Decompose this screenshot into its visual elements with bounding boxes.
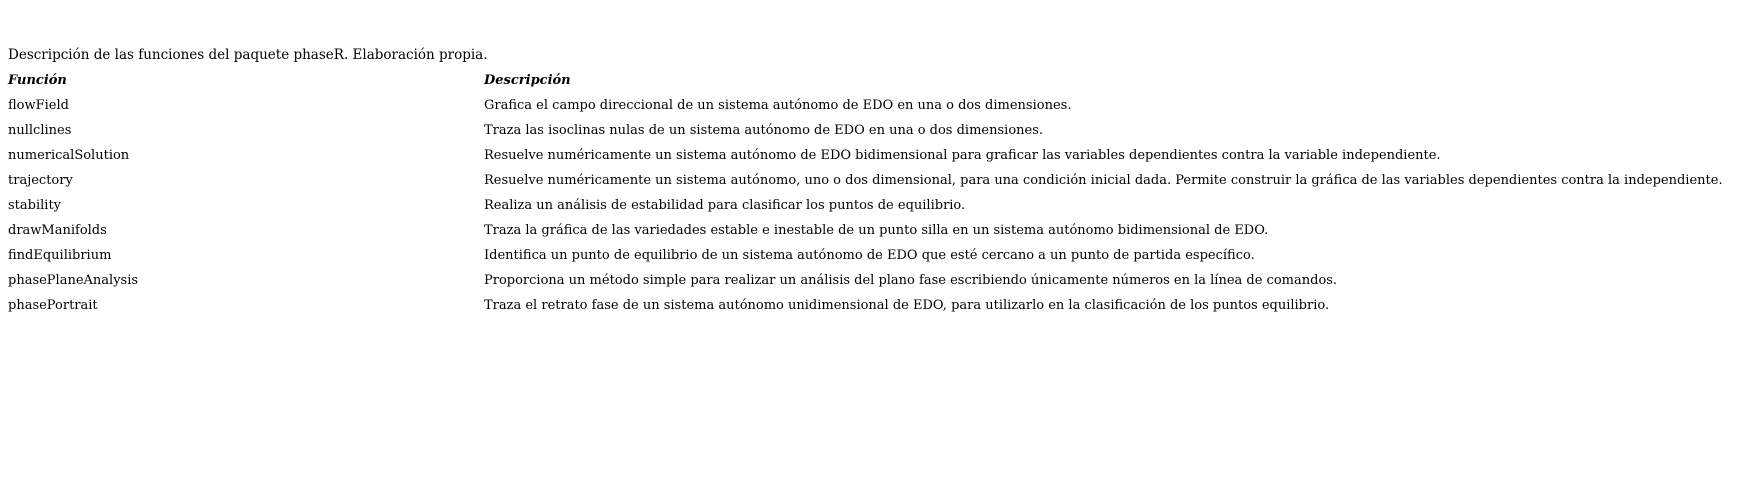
function-name: drawManifolds bbox=[8, 223, 107, 238]
function-description: Traza las isoclinas nulas de un sistema autónomo de EDO en una o dos dimensiones. bbox=[484, 123, 1044, 138]
function-description: Resuelve numéricamente un sistema autónomo, uno o dos dimensional, para una condición inicial dada. Permite construir la gráfica de las variables dependientes contra la independiente. bbox=[484, 173, 1723, 188]
table-header-row bbox=[8, 72, 1744, 97]
table-row bbox=[8, 247, 1744, 272]
function-description: Realiza un análisis de estabilidad para clasificar los puntos de equilibrio. bbox=[484, 198, 966, 213]
function-description: Grafica el campo direccional de un sistema autónomo de EDO en una o dos dimensiones. bbox=[484, 98, 1072, 113]
table-row bbox=[8, 222, 1744, 247]
function-name: stability bbox=[8, 198, 62, 213]
header-function: Función bbox=[8, 73, 67, 88]
function-description: Resuelve numéricamente un sistema autónomo de EDO bidimensional para graficar las variables dependientes contra la variable independiente. bbox=[484, 148, 1441, 163]
function-name: phasePlaneAnalysis bbox=[8, 273, 139, 288]
function-name: phasePortrait bbox=[8, 298, 98, 313]
table-row bbox=[8, 172, 1744, 197]
function-name: trajectory bbox=[8, 173, 73, 188]
function-description: Proporciona un método simple para realizar un análisis del plano fase escribiendo únicamente números en la línea de comandos. bbox=[484, 273, 1338, 288]
table-row bbox=[8, 197, 1744, 222]
function-description: Traza la gráfica de las variedades estable e inestable de un punto silla en un sistema autónomo bidimensional de EDO. bbox=[484, 223, 1269, 238]
table-row bbox=[8, 97, 1744, 122]
header-description: Descripción bbox=[484, 73, 571, 88]
function-description: Traza el retrato fase de un sistema autónomo unidimensional de EDO, para utilizarlo en la clasificación de los puntos equilibrio. bbox=[484, 298, 1330, 313]
table-row bbox=[8, 297, 1744, 322]
function-name: numericalSolution bbox=[8, 148, 130, 163]
function-name: nullclines bbox=[8, 123, 72, 138]
table-row bbox=[8, 147, 1744, 172]
table-row bbox=[8, 122, 1744, 147]
table-row bbox=[8, 272, 1744, 297]
function-name: flowField bbox=[8, 98, 69, 113]
functions-table bbox=[8, 72, 1744, 322]
function-name: findEquilibrium bbox=[8, 248, 112, 263]
function-description: Identifica un punto de equilibrio de un sistema autónomo de EDO que esté cercano a un punto de partida específico. bbox=[484, 248, 1255, 263]
table-caption: Descripción de las funciones del paquete phaseR. Elaboración propia. bbox=[8, 47, 488, 63]
